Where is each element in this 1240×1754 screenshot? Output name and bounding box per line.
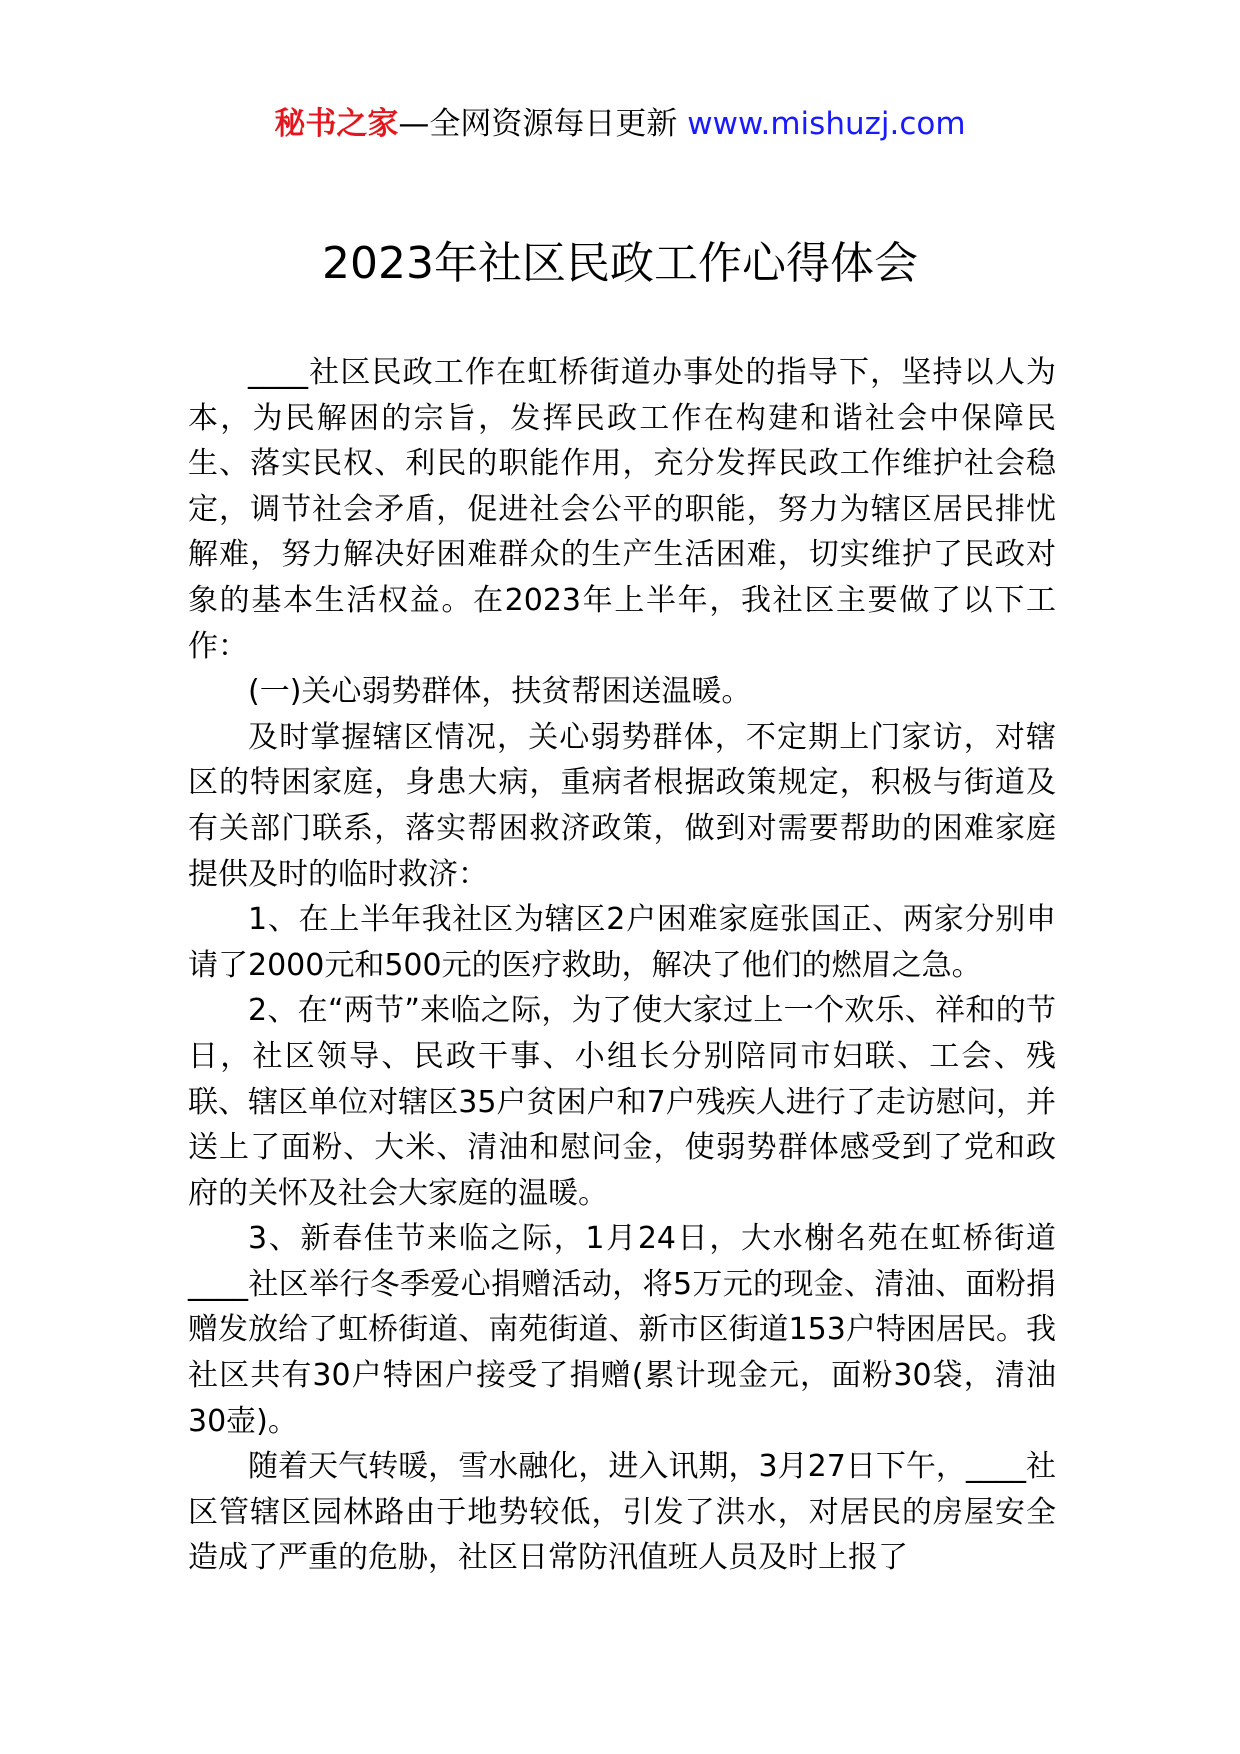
list-item-2: 2、在“两节”来临之际，为了使大家过上一个欢乐、祥和的节日，社区领导、民政干事、小组长分别陪同市妇联、工会、残联、辖区单位对辖区35户贫困户和7户残疾人进行了走访慰问，并送上了面粉、大米、清油和慰问金，使弱势群体感受到了党和政府的关怀及社会大家庭的温暖。 — [188, 993, 1056, 1211]
paragraph-section-1: 及时掌握辖区情况，关心弱势群体，不定期上门家访，对辖区的特困家庭，身患大病，重病者根据政策规定，积极与街道及有关部门联系，落实帮困救济政策，做到对需要帮助的困难家庭提供及时的临时救济： — [188, 719, 1056, 892]
site-url-link[interactable]: www.mishuzj.com — [687, 106, 966, 142]
brand-name: 秘书之家 — [274, 106, 399, 142]
document-title: 2023年社区民政工作心得体会 — [322, 238, 918, 289]
list-item-1: 1、在上半年我社区为辖区2户困难家庭张国正、两家分别申请了2000元和500元的医疗救助，解决了他们的燃眉之急。 — [188, 902, 1056, 983]
paragraph-flood: 随着天气转暖，雪水融化，进入讯期，3月27日下午，____社区管辖区园林路由于地势较低，引发了洪水，对居民的房屋安全造成了严重的危胁，社区日常防汛值班人员及时上报了 — [188, 1449, 1056, 1576]
header-banner — [0, 102, 1240, 146]
header-slogan: —全网资源每日更新 — [398, 106, 688, 142]
list-item-3: 3、新春佳节来临之际，1月24日，大水榭名苑在虹桥街道____社区举行冬季爱心捐赠活动，将5万元的现金、清油、面粉捐赠发放给了虹桥街道、南苑街道、新市区街道153户特困居民。我社区共有30户特困户接受了捐赠(累计现金元，面粉30袋，清油30壶)。 — [188, 1221, 1056, 1439]
section-heading-1: (一)关心弱势群体，扶贫帮困送温暖。 — [248, 674, 752, 710]
paragraph-intro: ____社区民政工作在虹桥街道办事处的指导下，坚持以人为本，为民解困的宗旨，发挥民政工作在构建和谐社会中保障民生、落实民权、利民的职能作用，充分发挥民政工作维护社会稳定，调节社会矛盾，促进社会公平的职能，努力为辖区居民排忧解难，努力解决好困难群众的生产生活困难，切实维护了民政对象的基本生活权益。在2023年上半年，我社区主要做了以下工作： — [188, 355, 1056, 664]
document-body — [188, 350, 1056, 1581]
